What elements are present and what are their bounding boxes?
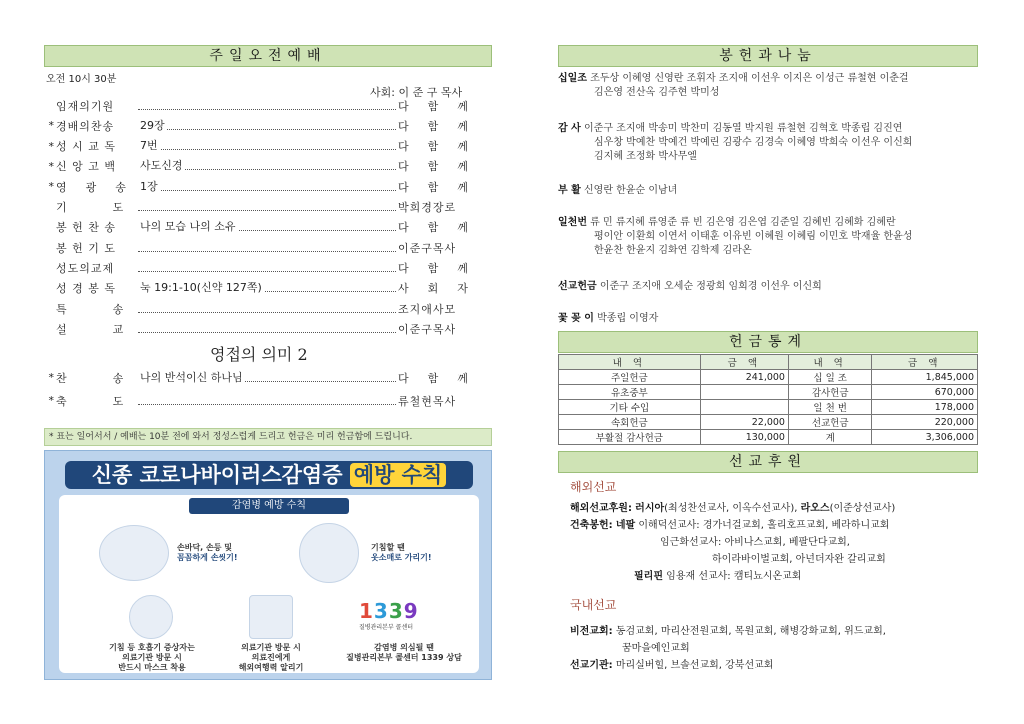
order-detail: 29장 <box>140 118 165 132</box>
overseas-philippines: 필리핀 임용재 선교사: 캠티뇨시온교회 <box>634 571 802 582</box>
order-leader-name: 다 함 께 <box>398 371 469 385</box>
order-name: 성 경 봉 독 <box>56 282 116 296</box>
tip-cough: 기침할 땐 옷소매로 가리기! <box>371 543 432 562</box>
covid-panel <box>59 495 479 673</box>
tip-mask: 기침 등 호흡기 증상자는 의료기관 방문 시 반드시 마스크 착용 <box>109 643 195 672</box>
worship-header: 주일오전예배 <box>44 45 492 67</box>
offering-header: 봉헌과나눔 <box>558 45 978 67</box>
table-cell: 178,000 <box>872 400 978 415</box>
order-item <box>44 320 492 337</box>
offering-easter: 부 활 신영란 한윤순 이남녀 <box>558 185 678 196</box>
order-name: 기 도 <box>56 201 125 214</box>
table-cell <box>700 400 788 415</box>
order-leader <box>138 220 396 234</box>
offering-tithe: 십일조 조두상 이혜영 신영란 조휘자 조지애 이선우 이지은 이성근 류철현 이춘걸 김은영 전산옥 김주현 박미성 <box>558 73 909 98</box>
order-name: 임재의기원 <box>56 99 115 113</box>
table-cell: 220,000 <box>872 415 978 430</box>
order-leader <box>138 305 396 313</box>
order-name: 찬 송 <box>56 371 125 385</box>
table-cell: 감사헌금 <box>788 385 871 400</box>
table-row <box>559 370 978 385</box>
order-leader <box>138 281 396 295</box>
covid-title: 신종 코로나바이러스감염증 예방 수칙 <box>65 461 473 489</box>
table-row <box>559 400 978 415</box>
table-cell: 기타 수입 <box>559 400 701 415</box>
overseas-support: 해외선교후원: 러시아(최성찬선교사, 이옥수선교사), 라오스(이준상선교사) <box>570 503 896 514</box>
covid-poster <box>44 450 492 680</box>
domestic-title: 국내선교 <box>570 598 617 612</box>
order-item <box>44 117 492 134</box>
worship-note: * 표는 일어서서 / 예배는 10분 전에 와서 정성스럽게 드리고 헌금은 미리 헌금함에 드립니다. <box>44 428 492 446</box>
table-row <box>559 415 978 430</box>
order-leader <box>138 102 396 110</box>
table-cell: 241,000 <box>700 370 788 385</box>
order-leader <box>138 264 396 272</box>
order-mark: * <box>48 119 54 133</box>
table-cell: 22,000 <box>700 415 788 430</box>
domestic-orgs: 선교기관: 마리실버힐, 브솔선교회, 강북선교회 <box>570 660 774 671</box>
order-leader <box>138 159 396 173</box>
handwash-icon <box>99 525 169 581</box>
order-leader-name: 다 함 께 <box>398 99 469 113</box>
mission-header: 선교후원 <box>558 451 978 473</box>
cough-icon <box>299 523 359 583</box>
order-leader-name: 사 회 자 <box>398 282 469 296</box>
order-leader-name: 다 함 께 <box>398 180 469 194</box>
order-leader-name: 다 함 께 <box>398 119 469 133</box>
order-leader <box>138 370 396 384</box>
table-cell: 주일헌금 <box>559 370 701 385</box>
order-item <box>44 178 492 195</box>
order-mark: * <box>48 394 54 407</box>
order-item <box>44 239 492 256</box>
overseas-building: 건축봉헌: 네팔 이해덕선교사: 경가너걸교회, 홀리호프교회, 베라하니교회 <box>570 520 890 531</box>
table-cell: 1,845,000 <box>872 370 978 385</box>
hotline-subtitle: 질병관리본부 콜센터 <box>359 624 414 631</box>
offering-stats-table <box>558 354 978 445</box>
order-detail: 눅 19:1-10(신약 127쪽) <box>140 281 262 295</box>
table-cell: 일 천 번 <box>788 400 871 415</box>
presider: 사회: 이 준 구 목사 <box>370 86 463 99</box>
table-cell: 670,000 <box>872 385 978 400</box>
order-leader <box>138 203 396 211</box>
table-cell <box>700 385 788 400</box>
offering-mission: 선교헌금 이준구 조지애 오세순 정광희 임희경 이선우 이신희 <box>558 281 822 292</box>
order-leader-name: 다 함 께 <box>398 221 469 235</box>
order-detail: 나의 반석이신 하나님 <box>140 370 243 384</box>
domestic-vision: 비전교회: 동검교회, 마리산전원교회, 목원교회, 해병강화교회, 위드교회, <box>570 626 886 637</box>
hospital-icon <box>249 595 293 639</box>
overseas-building-2: 임근화선교사: 아비나스교회, 베팔단다교회, <box>660 537 850 548</box>
order-leader <box>138 244 396 252</box>
order-item <box>44 138 492 155</box>
hotline-number: 1339 <box>359 599 419 623</box>
table-row <box>559 385 978 400</box>
offering-thanks: 감 사 이준구 조지애 박송미 박찬미 김동열 박지원 류철현 김혁호 박종립 김진연 심우창 박예찬 박예건 박예린 김광수 김경숙 이혜영 박희숙 이선우 이신희 김지혜 조정화 박사무엘 <box>558 123 913 162</box>
order-name: 성 시 교 독 <box>56 140 116 154</box>
order-name: 봉 헌 기 도 <box>56 241 116 255</box>
table-header-row: 내 역 금 액 내 역 금 액 <box>559 355 978 370</box>
table-cell: 선교헌금 <box>788 415 871 430</box>
order-item <box>44 199 492 216</box>
order-name: 경배의찬송 <box>56 119 115 133</box>
covid-subtitle: 감염병 예방 수칙 <box>189 498 349 514</box>
order-leader-name: 이준구목사 <box>398 241 457 255</box>
order-mark: * <box>48 159 54 173</box>
order-name: 영 광 송 <box>56 180 127 194</box>
offering-stats-header: 헌금통계 <box>558 331 978 353</box>
table-cell: 속회헌금 <box>559 415 701 430</box>
domestic-vision-2: 꿈마을예인교회 <box>622 643 690 654</box>
order-detail: 1장 <box>140 179 158 193</box>
table-cell: 유초중부 <box>559 385 701 400</box>
order-detail: 7번 <box>140 139 158 153</box>
order-detail: 나의 모습 나의 소유 <box>140 220 236 234</box>
sermon-title: 영접의 의미 2 <box>210 345 308 364</box>
service-time: 오전 10시 30분 <box>46 74 117 85</box>
order-item <box>44 392 492 409</box>
order-item <box>44 300 492 317</box>
order-leader-name: 다 함 께 <box>398 261 469 275</box>
offering-flowers: 꽃 꽂 이 박종립 이영자 <box>558 313 659 324</box>
order-detail: 사도신경 <box>140 159 183 173</box>
order-name: 봉 헌 찬 송 <box>56 221 116 235</box>
order-item <box>44 259 492 276</box>
order-leader-name: 류철현목사 <box>398 394 457 408</box>
table-cell: 계 <box>788 430 871 445</box>
order-leader-name: 박희경장로 <box>398 201 457 214</box>
overseas-title: 해외선교 <box>570 480 617 494</box>
order-leader-name: 이준구목사 <box>398 322 457 336</box>
order-name: 성도의교제 <box>56 261 115 275</box>
order-leader-name: 조지애사모 <box>398 302 457 316</box>
order-mark: * <box>48 180 54 194</box>
table-cell: 부활절 감사헌금 <box>559 430 701 445</box>
order-item <box>44 158 492 175</box>
tip-hotline: 감염병 의심될 땐 질병관리본부 콜센터 1339 상담 <box>346 643 462 662</box>
order-leader <box>138 397 396 405</box>
tip-handwash: 손바닥, 손등 및 꼼꼼하게 손씻기! <box>177 543 238 562</box>
order-name: 설 교 <box>56 322 125 336</box>
order-leader <box>138 118 396 132</box>
table-cell: 십 일 조 <box>788 370 871 385</box>
order-mark: * <box>48 139 54 153</box>
order-mark: * <box>48 371 54 384</box>
order-item <box>44 280 492 297</box>
order-leader <box>138 139 396 153</box>
order-leader <box>138 325 396 333</box>
table-cell: 3,306,000 <box>872 430 978 445</box>
offering-thousand: 일천번 류 민 류지혜 류영준 류 빈 김은영 김은엽 김준일 김혜빈 김혜화 김혜란 평이안 이환희 이연서 이태훈 이유빈 이혜원 이혜림 이민호 박재율 한윤성 한윤찬 한윤지 김화연 김학제 김라온 <box>558 217 913 256</box>
tip-hospital: 의료기관 방문 시 의료진에게 해외여행력 알리기 <box>238 643 304 672</box>
order-leader-name: 다 함 께 <box>398 140 469 154</box>
order-leader-name: 다 함 께 <box>398 160 469 174</box>
order-name: 축 도 <box>56 394 125 408</box>
overseas-building-3: 하이라바이벌교회, 아넌더자완 갈리교회 <box>712 554 886 565</box>
order-name: 신 앙 고 백 <box>56 160 116 174</box>
table-cell: 130,000 <box>700 430 788 445</box>
order-leader <box>138 179 396 193</box>
order-item <box>44 97 492 114</box>
order-item <box>44 219 492 236</box>
table-row <box>559 430 978 445</box>
order-item <box>44 369 492 386</box>
mask-icon <box>129 595 173 639</box>
order-name: 특 송 <box>56 302 125 316</box>
